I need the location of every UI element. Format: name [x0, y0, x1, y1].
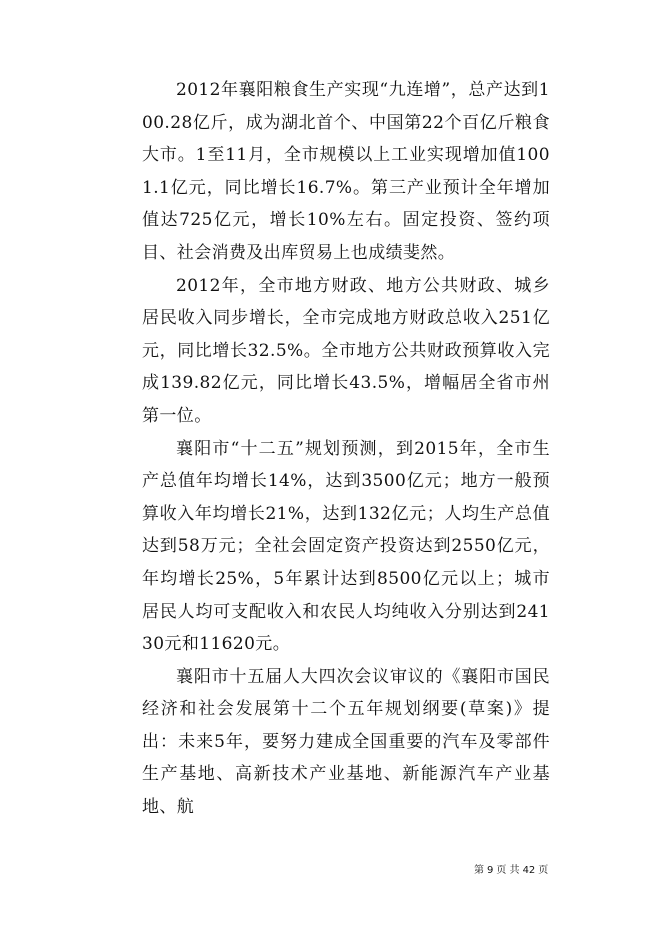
- footer-total-pages: 42: [522, 865, 536, 876]
- paragraph-five-year-forecast: 襄阳市“十二五”规划预测，到2015年，全市生产总值年均增长14%，达到3500亿元；地方一般预算收入年均增长21%，达到132亿元；人均生产总值达到58万元；全社会固定资产投资达到2550亿元，年均增长25%，5年累计达到8500亿元以上；城市居民人均可支配收入和农民人均纯收入分别达到24130元和11620元。: [142, 438, 550, 655]
- footer-suffix: 页: [538, 865, 549, 876]
- paragraph-grain-production: 2012年襄阳粮食生产实现“九连增”，总产达到100.28亿斤，成为湖北首个、中国第22个百亿斤粮食大市。1至11月，全市规模以上工业实现增加值1001.1亿元，同比增长16.7%。第三产业预计全年增加值达725亿元，增长10%左右。固定投资、签约项目、社会消费及出库贸易上也成绩斐然。: [142, 80, 550, 263]
- document-body: [142, 74, 550, 824]
- footer-prefix: 第: [474, 865, 484, 876]
- footer-current-page: 9: [487, 865, 494, 876]
- footer-middle: 页 共: [496, 865, 520, 876]
- paragraph-finance-revenue: 2012年，全市地方财政、地方公共财政、城乡居民收入同步增长，全市完成地方财政总收入251亿元，同比增长32.5%。全市地方公共财政预算收入完成139.82亿元，同比增长43.5%，增幅居全省市州第一位。: [142, 275, 550, 426]
- paragraph-planning-outline: 襄阳市十五届人大四次会议审议的《襄阳市国民经济和社会发展第十二个五年规划纲要(草案)》提出：未来5年，要努力建成全国重要的汽车及零部件生产基地、高新技术产业基地、新能源汽车产业基地、航: [142, 666, 550, 818]
- page-footer: [474, 861, 594, 876]
